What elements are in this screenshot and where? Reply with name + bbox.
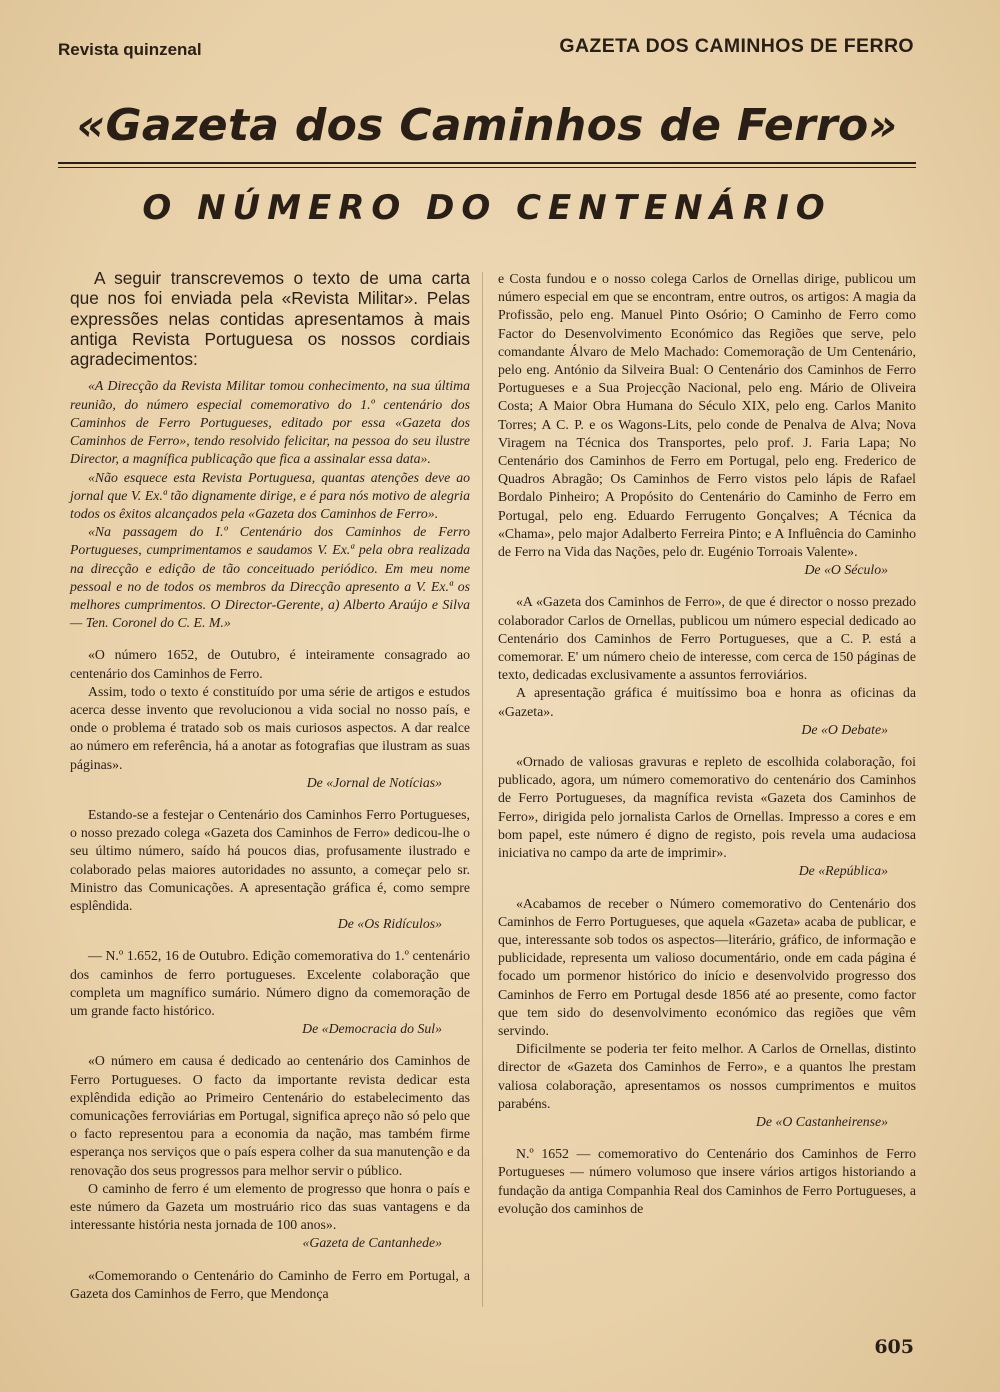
quote-paragraph: «Não esquece esta Revista Portuguesa, quantas atenções deve ao jornal que V. Ex.ª tão dignamente dirige, e é para nós motivo de alegria todos os êxitos alcançados pela «Gazeta dos Caminhos de Ferro».: [70, 469, 470, 521]
source-attribution: De «O Século»: [804, 562, 888, 578]
body-paragraph: Assim, todo o texto é constituído por uma série de artigos e estudos acerca desse invento que revolucionou a vida social no nosso país, e onde o problema é tratado sob os mais curiosos aspectos. A dar realce ao número em referência, há a anotar as fotografias que ilustram as suas páginas».: [70, 683, 470, 772]
source-attribution: De «Jornal de Notícias»: [306, 774, 442, 790]
right-column: [498, 270, 916, 1218]
left-column: [70, 268, 470, 1303]
masthead-rule-thick: [58, 162, 916, 164]
body-paragraph: «O número em causa é dedicado ao centenário dos Caminhos de Ferro Portugueses. O facto da importante revista dedicar esta explêndida edição ao Primeiro Centenário do estabelecimento das comunicações ferroviárias em Portugal, significa apreço não só pelo que o facto representou para a economia da nação, mas também firme esperança nos serviços que o país espera colher da sua manutenção e da renovação dos seus progressos para melhor servir o público.: [70, 1053, 470, 1178]
quote-paragraph: «A Direcção da Revista Militar tomou conhecimento, na sua última reunião, do número especial comemorativo do 1.º centenário dos Caminhos de Ferro Portugueses, editado por essa «Gazeta dos Caminhos de Ferro», tendo resolvido felicitar, na pessoa do seu ilustre Director, a magnífica publicação que fica a assinalar essa data».: [70, 378, 470, 467]
body-paragraph: «Acabamos de receber o Número comemorativo do Centenário dos Caminhos de Ferro Portugueses, que aquela «Gazeta» acaba de publicar, e que, interessante sob todos os aspectos—literário, gráfico, de informação e publicidade, representa um valioso documentário, onde em cada página é focado um pormenor histórico do início e desenvolvido progresso dos Caminhos de Ferro em Portugal desde 1856 até ao presente, como factor que tem sido do desenvolvimento económico das regiões que vêm servindo.: [498, 895, 916, 1038]
body-paragraph: «Comemorando o Centenário do Caminho de Ferro em Portugal, a Gazeta dos Caminhos de Ferro, que Mendonça: [70, 1267, 470, 1301]
source-attribution: De «O Castanheirense»: [755, 1113, 888, 1129]
body-paragraph: O caminho de ferro é um elemento de progresso que honra o país e este número da Gazeta um mostruário rico das suas vantagens e da interessante história nesta jornada de 100 anos».: [70, 1180, 470, 1233]
intro-paragraph: A seguir transcrevemos o texto de uma carta que nos foi enviada pela «Revista Militar». Pelas expressões nelas contidas apresentamos à mais antiga Revista Portuguesa os nossos cordiais agradecimentos:: [70, 268, 470, 370]
article-subtitle: O NÚMERO DO CENTENÁRIO: [142, 188, 832, 228]
masthead-title: «Gazeta dos Caminhos de Ferro»: [76, 100, 898, 151]
body-paragraph: e Costa fundou e o nosso colega Carlos de Ornellas dirige, publicou um número especial em que se encontram, entre outros, os artigos: A magia da Profissão, pelo eng. Manuel Pinto Osório; O Caminho de Ferro como Factor do Desenvolvimento Económico das Regiões que serve, pelo comandante Álvaro de Melo Machado: Comemoração de Um Centenário, pelo eng. António da Silveira Bual: O Centenário dos Caminhos de Ferro Portugueses e a Sua Projecção Nacional, pelo eng. Mário de Oliveira Costa; A Maior Obra Humana do Século XIX, pelo eng. Carlos Manito Torres; A C. P. e os Wagons-Lits, pelo conde de Penalva de Alva; Nova Viragem na Técnica dos Transportes, pelo prof. J. Faria Lapa; No Centenário dos Caminhos de Ferro em Portugal, pelo eng. Frederico de Quadros Abragão; Os Caminhos de Ferro vistos pelo lápis de Rafael Bordalo Pinheiro; A Propósito do Centenário do Caminho de Ferro em Portugal, pelo eng. Eduardo Ferrugento Gonçalves; A Técnica da «Chama», pelo major Adalberto Ferreira Pinto; e A Influência do Caminho de Ferro na Vida das Nações, pelo dr. Eugénio Torroais Valente».: [498, 271, 916, 560]
body-paragraph: A apresentação gráfica é muitíssimo boa e honra as oficinas da «Gazeta».: [498, 685, 916, 719]
header-left: Revista quinzenal: [58, 40, 202, 59]
body-paragraph: — N.º 1.652, 16 de Outubro. Edição comemorativa do 1.º centenário dos caminhos de ferro portugueses. Excelente colaboração que completa um magnífico sumário. Número digno da comemoração de um grande facto histórico.: [70, 948, 470, 1018]
source-attribution: De «Democracia do Sul»: [302, 1021, 442, 1037]
quote-paragraph: «Na passagem do I.º Centenário dos Caminhos de Ferro Portugueses, cumprimentamos e saudamos V. Ex.ª pela obra realizada na direcção e edição de tão conceituado periódico. Em meu nome pessoal e no de todos os membros da Direcção apresento a V. Ex.ª os melhores cumprimentos. O Director-Gerente, a) Alberto Araújo e Silva — Ten. Coronel do C. E. M.»: [70, 524, 470, 631]
intro-block: [70, 268, 470, 369]
body-paragraph: «O número 1652, de Outubro, é inteiramente consagrado ao centenário dos Caminhos de Ferro.: [70, 647, 470, 681]
header-right: GAZETA DOS CAMINHOS DE FERRO: [559, 35, 914, 57]
body-paragraph: Estando-se a festejar o Centenário dos Caminhos Ferro Portugueses, o nosso prezado colega «Gazeta dos Caminhos de Ferro» dedicou-lhe o seu último número, saído há poucos dias, profusamente ilustrado e colaborado pelas maiores autoridades no assunto, a começar pelo sr. Ministro das Comunicações. A apresentação gráfica é, como sempre esplêndida.: [70, 806, 470, 913]
masthead-rule-thin: [58, 167, 916, 168]
source-attribution: De «República»: [798, 863, 888, 879]
body-paragraph: «Ornado de valiosas gravuras e repleto de escolhida colaboração, foi publicado, agora, um número comemorativo do centenário dos Caminhos de Ferro Portugueses, da magnífica revista «Gazeta dos Caminhos de Ferro», dirigida pelo jornalista Carlos de Ornellas. Impresso a cores e em bom papel, este número é digno de registo, pois revela uma audaciosa iniciativa no campo da arte de imprimir».: [498, 754, 916, 861]
page-number: 605: [874, 1336, 914, 1358]
body-paragraph: Dificilmente se poderia ter feito melhor. A Carlos de Ornellas, distinto director de «Gazeta dos Caminhos de Ferro», e a quantos lhe prestam valiosa colaboração, apresentamos os nossos cumprimentos e muitos parabéns.: [498, 1041, 916, 1111]
source-attribution: De «Os Ridículos»: [337, 916, 442, 932]
source-attribution: De «O Debate»: [801, 721, 888, 737]
body-paragraph: «A «Gazeta dos Caminhos de Ferro», de que é director o nosso prezado colaborador Carlos de Ornellas, publicou um número especial dedicado ao Centenário dos Caminhos de Ferro Portugueses, que a C. P. está a comemorar. E' um número cheio de interesse, com cerca de 150 páginas de texto, dedicadas exclusivamente a assuntos ferroviários.: [498, 594, 916, 683]
column-divider: [482, 272, 483, 1307]
source-attribution: «Gazeta de Cantanhede»: [302, 1235, 442, 1251]
body-paragraph: N.º 1652 — comemorativo do Centenário dos Caminhos de Ferro Portugueses — número volumoso que insere vários artigos historiando a fundação da antiga Companhia Real dos Caminhos de Ferro Portugueses, a evolução dos caminhos de: [498, 1146, 916, 1216]
